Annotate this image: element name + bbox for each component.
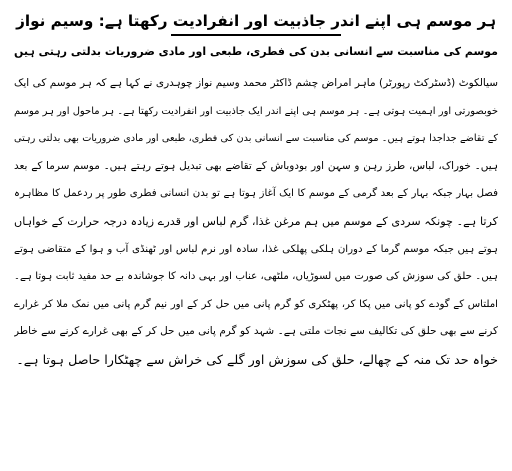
article-body-line: خوبصورتی اور اہمیت ہوتی ہے۔ ہر موسم ہی اپنے اندر ایک جاذبیت اور انفرادیت رکھتا ہے۔ ہر ماحول اور ہر موسم	[14, 105, 498, 117]
article-subheadline: موسم کی مناسبت سے انسانی بدن کی فطری، طبعی اور مادی ضروریات بدلتی رہتی ہیں	[14, 45, 498, 58]
article-body-line: ہیں۔ خوراک، لباس، طرز رہن و سہن اور بودوباش کے تقاضے بھی تبدیل ہوتے رہتے ہیں۔ موسم سرما کے بعد	[14, 159, 498, 172]
article-body-line: کے تقاضے جداجدا ہوتے ہیں۔ موسم کی مناسبت سے انسانی بدن کی فطری، طبعی اور مادی ضروریات بھی بدلتی رہتی	[14, 133, 498, 145]
article-body-line: کرنے سے بھی حلق کی تکالیف سے نجات ملتی ہے۔ شہد کو گرم پانی میں حل کر کے بھی غرارے کرنے سے خاطر	[14, 325, 498, 338]
article-body-line: سیالکوٹ (ڈسٹرکٹ رپورٹر) ماہر امراض چشم ڈاکٹر محمد وسیم نواز چوہدری نے کہا ہے کہ ہر موسم کی ایک	[14, 77, 498, 89]
article-body-line: فصل بہار جبکہ بہار کے بعد گرمی کے موسم کا ایک آغاز ہوتا ہے تو بدن انسانی فطری طور پر ردعمل کا مظاہرہ	[14, 188, 498, 200]
headline-underline	[171, 34, 341, 36]
article-body-line: ہیں۔ حلق کی سوزش کی صورت میں لسوڑیاں، ملٹھی، عناب اور بہی دانہ کا جوشاندہ بے حد مفید ثابت ہوتا ہے۔	[14, 271, 498, 283]
article-body	[14, 70, 498, 374]
article-body-line: املتاس کے گودے کو پانی میں پکا کر، پھٹکری کو گرم پانی میں حل کر کے اور نیم گرم پانی میں نمک ملا کر غرارے	[14, 298, 498, 310]
article-headline: ہر موسم ہی اپنے اندر جاذبیت اور انفرادیت رکھتا ہے: وسیم نواز	[16, 12, 496, 30]
article-body-line: کرتا ہے۔ چونکہ سردی کے موسم میں ہم مرغن غذا، گرم لباس اور قدرے زیادہ درجہ حرارت کے خواہاں	[14, 214, 498, 228]
article-body-line: خواہ حد تک منہ کے چھالے، حلق کی سوزش اور گلے کی خراش سے چھٹکارا حاصل ہوتا ہے۔	[16, 351, 498, 367]
article-body-line: ہوتے ہیں جبکہ موسم گرما کے دوران ہلکی پھلکی غذا، سادہ اور نرم لباس اور ٹھنڈی آب و ہوا کے متقاضی ہوتے	[14, 243, 498, 255]
